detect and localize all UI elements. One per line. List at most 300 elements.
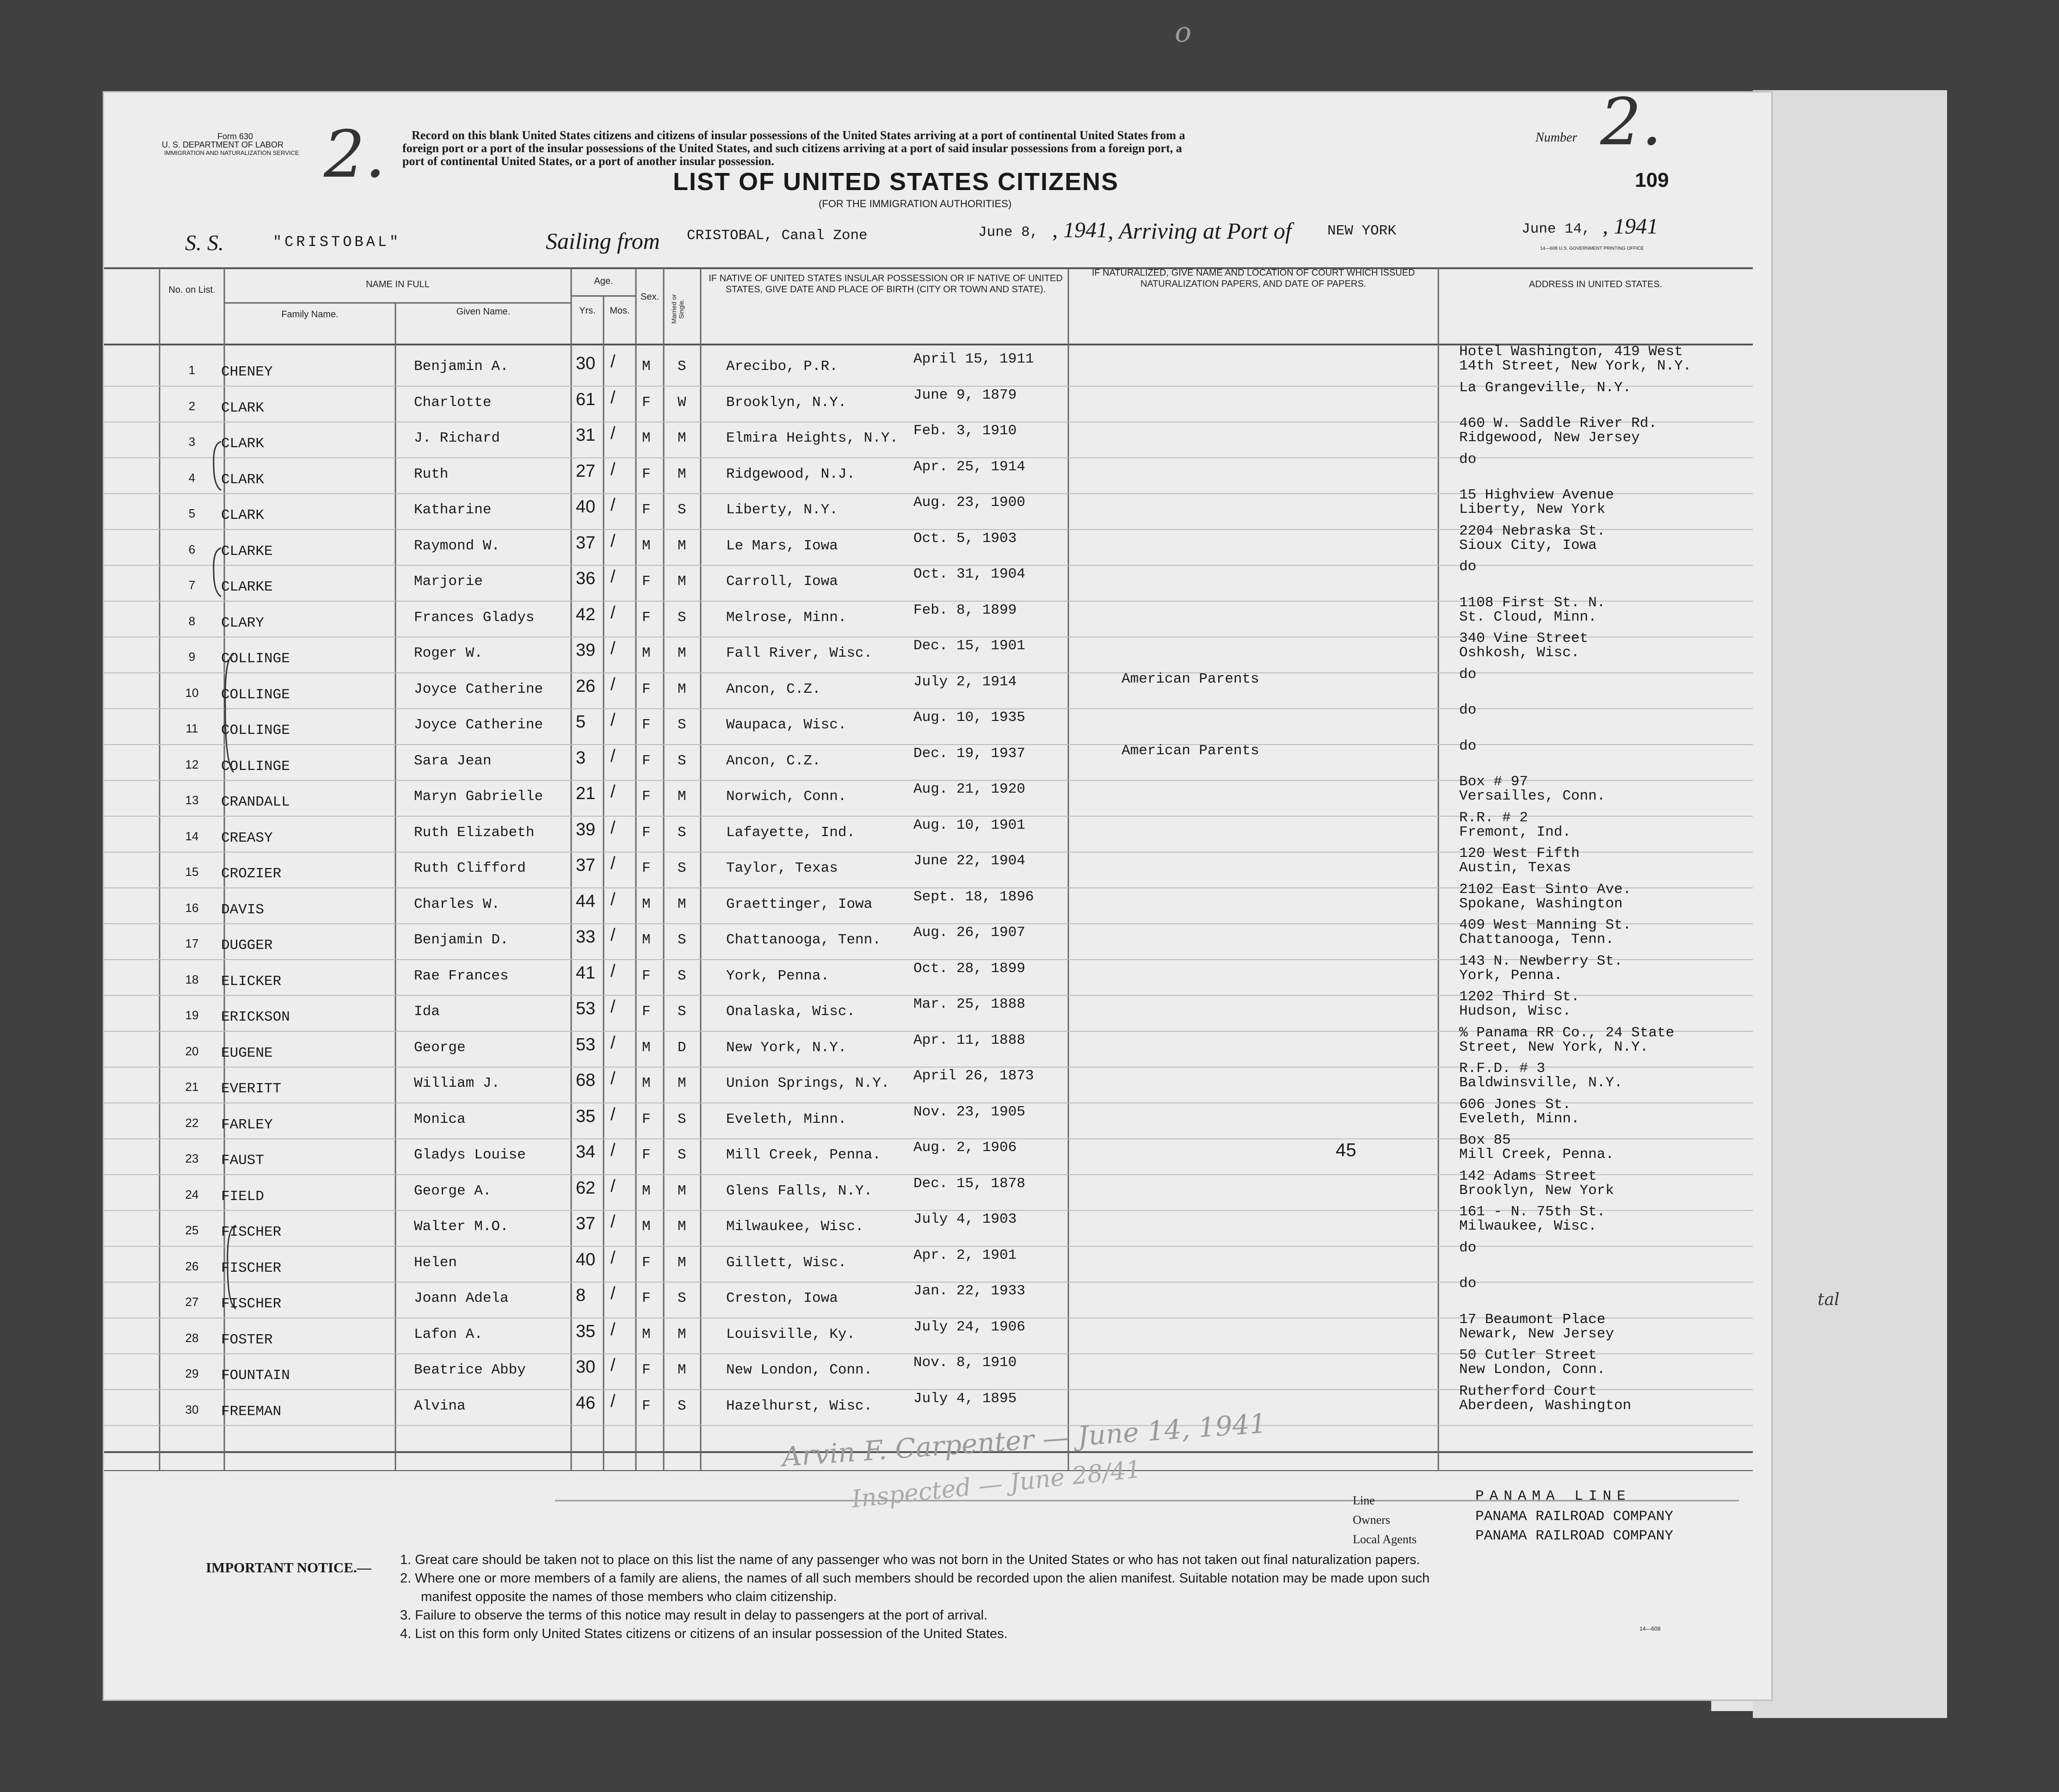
- cell-date: July 4, 1895: [913, 1390, 1017, 1407]
- cell-age: 8: [576, 1286, 586, 1305]
- cell-sex: F: [642, 752, 651, 769]
- cell-given: Roger W.: [414, 645, 483, 661]
- cell-mos: /: [610, 1176, 616, 1196]
- cell-ms: S: [678, 932, 686, 948]
- cell-given: Raymond W.: [414, 537, 500, 554]
- cell-place: Arecibo, P.R.: [726, 358, 838, 375]
- cell-no: 9: [188, 650, 196, 664]
- arriving-label: , Arriving at Port of: [1108, 218, 1292, 244]
- cell-given: Frances Gladys: [414, 609, 535, 626]
- cell-addr: do: [1459, 451, 1477, 468]
- cell-given: Katharine: [414, 502, 492, 518]
- notice-item-2b: manifest opposite the names of those members who claim citizenship.: [421, 1589, 837, 1604]
- cell-addr: 1202 Third St. Hudson, Wisc.: [1459, 989, 1580, 1019]
- cell-sex: M: [642, 896, 651, 912]
- cell-sex: M: [642, 537, 651, 554]
- cell-date: Aug. 10, 1901: [913, 817, 1025, 833]
- cell-place: Gillett, Wisc.: [726, 1254, 847, 1271]
- cell-date: Apr. 11, 1888: [913, 1032, 1025, 1048]
- cell-place: Onalaska, Wisc.: [726, 1004, 856, 1020]
- line-label: Line: [1353, 1494, 1375, 1507]
- back-sheet-edge: [1753, 90, 1947, 1718]
- cell-date: Oct. 28, 1899: [913, 960, 1025, 977]
- cell-date: Sept. 18, 1896: [913, 888, 1034, 905]
- cell-sex: M: [642, 1219, 651, 1235]
- cell-given: Rae Frances: [414, 967, 509, 984]
- cell-mos: /: [610, 1248, 616, 1268]
- cell-given: Sara Jean: [414, 752, 492, 769]
- cell-given: Ruth Elizabeth: [414, 824, 535, 841]
- cell-addr: 2204 Nebraska St. Sioux City, Iowa: [1459, 523, 1606, 554]
- cell-no: 18: [185, 972, 199, 986]
- cell-age: 62: [576, 1178, 596, 1198]
- cell-addr: 460 W. Saddle River Rd. Ridgewood, New Jersey: [1459, 415, 1657, 446]
- cell-no: 30: [185, 1402, 199, 1416]
- cell-sex: F: [642, 573, 651, 590]
- cell-no: 4: [188, 470, 196, 485]
- cell-no: 27: [185, 1295, 199, 1309]
- cell-addr: 143 N. Newberry St. York, Penna.: [1459, 953, 1623, 984]
- cell-given: Charlotte: [414, 394, 492, 411]
- cell-mos: /: [610, 1212, 616, 1232]
- notice-heading: IMPORTANT NOTICE.—: [206, 1559, 371, 1576]
- cell-place: Liberty, N.Y.: [726, 502, 838, 518]
- cell-family: FISCHER: [221, 1260, 282, 1276]
- cell-ms: M: [678, 788, 686, 805]
- cell-no: 17: [185, 936, 199, 950]
- cell-mos: /: [610, 961, 616, 981]
- cell-addr: 15 Highview Avenue Liberty, New York: [1459, 487, 1614, 517]
- cell-addr: Box # 97 Versailles, Conn.: [1459, 774, 1606, 804]
- cell-place: Louisville, Ky.: [726, 1326, 856, 1342]
- cell-given: Ida: [414, 1004, 440, 1020]
- cell-family: FISCHER: [221, 1296, 282, 1312]
- sailing-date: June 8,: [978, 224, 1039, 240]
- cell-age: 39: [576, 640, 596, 660]
- cell-age: 36: [576, 569, 596, 588]
- cell-ms: S: [678, 1290, 686, 1306]
- col-mos: Mos.: [610, 306, 630, 316]
- cell-no: 5: [188, 506, 196, 520]
- cell-mos: /: [610, 603, 616, 622]
- cell-addr: 409 West Manning St. Chattanooga, Tenn.: [1459, 917, 1632, 948]
- cell-date: Aug. 2, 1906: [913, 1139, 1017, 1156]
- cell-mos: /: [610, 1319, 616, 1339]
- cell-ms: S: [678, 717, 686, 733]
- cell-mos: /: [610, 531, 616, 551]
- number-value: 2.: [1600, 85, 1662, 160]
- col-sex: Sex.: [640, 292, 660, 302]
- cell-place: Glens Falls, N.Y.: [726, 1182, 873, 1199]
- intro-line-1: Record on this blank United States citizens and citizens of insular possessions of the United States arriving at a port of continental United States from a: [412, 129, 1185, 142]
- cell-family: CROZIER: [221, 866, 282, 882]
- cell-sex: M: [642, 1075, 651, 1091]
- cell-family: CLARK: [221, 471, 265, 488]
- department-label: U. S. DEPARTMENT OF LABOR: [162, 140, 284, 149]
- cell-date: April 15, 1911: [913, 351, 1034, 367]
- cell-no: 3: [188, 435, 196, 449]
- cell-date: Nov. 8, 1910: [913, 1355, 1017, 1371]
- cell-addr: La Grangeville, N.Y.: [1459, 379, 1632, 396]
- cell-age: 37: [576, 1214, 596, 1233]
- top-pencil-mark: o: [1175, 16, 1192, 49]
- cell-mos: /: [610, 388, 616, 407]
- cell-no: 14: [185, 829, 199, 843]
- cell-no: 20: [185, 1044, 199, 1058]
- cell-mos: /: [610, 1355, 616, 1375]
- cell-place: Ridgewood, N.J.: [726, 466, 856, 482]
- col-naturalized: IF NATURALIZED, GIVE NAME AND LOCATION OF COURT WHICH ISSUED NATURALIZATION PAPERS, AND DATE OF PAPERS.: [1091, 268, 1415, 289]
- notice-item-2a: 2. Where one or more members of a family are aliens, the names of all such members should be recorded upon the alien manifest. Suitable notation may be made upon such: [400, 1571, 1430, 1586]
- cell-ms: M: [678, 430, 686, 446]
- cell-family: ERICKSON: [221, 1009, 290, 1025]
- cell-ms: S: [678, 358, 686, 375]
- cell-family: EVERITT: [221, 1081, 282, 1097]
- cell-sex: F: [642, 1362, 651, 1378]
- cell-no: 16: [185, 900, 199, 915]
- cell-ms: S: [678, 752, 686, 769]
- cell-addr: do: [1459, 559, 1477, 575]
- cell-no: 23: [185, 1152, 199, 1165]
- ss-label: S. S.: [185, 231, 224, 255]
- cell-sex: F: [642, 1004, 651, 1020]
- cell-given: Maryn Gabrielle: [414, 788, 543, 805]
- col-name-in-full: NAME IN FULL: [366, 279, 430, 289]
- cell-sex: M: [642, 1326, 651, 1342]
- notice-item-4: 4. List on this form only United States citizens or citizens of an insular possession of the United States.: [400, 1626, 1008, 1641]
- cell-given: Beatrice Abby: [414, 1362, 526, 1378]
- cell-no: 11: [185, 721, 198, 735]
- col-married-single: Married or Single.: [670, 294, 685, 324]
- cell-mos: /: [610, 567, 616, 586]
- cell-mos: /: [610, 925, 616, 945]
- cell-ms: M: [678, 466, 686, 482]
- cell-addr: do: [1459, 738, 1477, 754]
- cell-no: 26: [185, 1259, 199, 1273]
- cell-addr: 17 Beaumont Place Newark, New Jersey: [1459, 1311, 1614, 1342]
- cell-age: 41: [576, 963, 596, 983]
- cell-ms: S: [678, 967, 686, 984]
- cell-date: July 2, 1914: [913, 673, 1017, 690]
- cell-sex: F: [642, 824, 651, 841]
- cell-addr: Rutherford Court Aberdeen, Washington: [1459, 1383, 1632, 1414]
- cell-mos: /: [610, 710, 616, 730]
- cell-given: Monica: [414, 1111, 466, 1127]
- cell-no: 2: [188, 399, 196, 413]
- pencil-note: Inspected — June 28/41: [850, 1455, 1143, 1514]
- cell-place: Graettinger, Iowa: [726, 896, 873, 912]
- page-title: LIST OF UNITED STATES CITIZENS: [673, 168, 1119, 196]
- arriving-year: , 1941: [1603, 214, 1658, 239]
- cell-ms: S: [678, 1147, 686, 1163]
- cell-date: Feb. 8, 1899: [913, 602, 1017, 618]
- cell-sex: F: [642, 466, 651, 482]
- cell-date: June 22, 1904: [913, 853, 1025, 869]
- cell-no: 29: [185, 1367, 199, 1380]
- cell-family: CLARY: [221, 615, 265, 631]
- cell-given: William J.: [414, 1075, 500, 1091]
- cell-no: 24: [185, 1187, 199, 1201]
- cell-addr: 120 West Fifth Austin, Texas: [1459, 845, 1580, 876]
- service-label: IMMIGRATION AND NATURALIZATION SERVICE: [164, 149, 299, 156]
- cell-family: EUGENE: [221, 1045, 273, 1061]
- cell-date: Apr. 25, 1914: [913, 458, 1025, 475]
- arriving-date: June 14,: [1522, 221, 1590, 237]
- cell-sex: M: [642, 1182, 651, 1199]
- owners-label: Owners: [1353, 1513, 1390, 1527]
- cell-given: Joyce Catherine: [414, 717, 543, 733]
- col-yrs: Yrs.: [579, 306, 596, 316]
- line-value: PANAMA LINE: [1475, 1488, 1631, 1504]
- cell-age: 21: [576, 784, 596, 803]
- cell-age: 37: [576, 856, 596, 875]
- cell-sex: M: [642, 430, 651, 446]
- cell-date: June 9, 1879: [913, 387, 1017, 403]
- cell-mos: /: [610, 424, 616, 443]
- cell-date: Oct. 5, 1903: [913, 530, 1017, 547]
- cell-place: Brooklyn, N.Y.: [726, 394, 847, 411]
- cell-family: FOSTER: [221, 1331, 273, 1348]
- col-family-name: Family Name.: [281, 309, 339, 320]
- cell-age: 26: [576, 676, 596, 696]
- cell-age: 53: [576, 1035, 596, 1054]
- cell-date: April 26, 1873: [913, 1068, 1034, 1084]
- cell-mos: /: [610, 997, 616, 1016]
- cell-addr: 161 - N. 75th St. Milwaukee, Wisc.: [1459, 1204, 1606, 1234]
- cell-mos: /: [610, 1104, 616, 1124]
- cell-date: Dec. 19, 1937: [913, 745, 1025, 762]
- cell-no: 6: [188, 542, 196, 556]
- cell-nat: American Parents: [1122, 742, 1259, 759]
- cell-sex: F: [642, 788, 651, 805]
- notice-item-1: 1. Great care should be taken not to place on this list the name of any passenger who was not born in the United States or who has not taken out final naturalization papers.: [400, 1552, 1420, 1567]
- col-address: ADDRESS IN UNITED STATES.: [1529, 279, 1663, 289]
- cell-no: 25: [185, 1223, 199, 1237]
- cell-mos: /: [610, 1033, 616, 1053]
- cell-place: Milwaukee, Wisc.: [726, 1219, 864, 1235]
- cell-no: 1: [188, 363, 196, 377]
- form-code: 14—608: [1640, 1626, 1661, 1632]
- cell-addr: 1108 First St. N. St. Cloud, Minn.: [1459, 594, 1606, 625]
- cell-date: Dec. 15, 1901: [913, 638, 1025, 654]
- cell-place: Elmira Heights, N.Y.: [726, 430, 899, 446]
- cell-age: 31: [576, 425, 596, 445]
- cell-age: 40: [576, 497, 596, 517]
- cell-mos: /: [610, 352, 616, 371]
- cell-family: CLARK: [221, 400, 265, 416]
- cell-addr: do: [1459, 1239, 1477, 1256]
- cell-mos: /: [610, 746, 616, 766]
- cell-family: DUGGER: [221, 937, 273, 954]
- cell-given: J. Richard: [414, 430, 500, 446]
- cell-place: Fall River, Wisc.: [726, 645, 873, 661]
- cell-family: COLLINGE: [221, 758, 290, 775]
- cell-ms: S: [678, 1111, 686, 1127]
- cell-mos: /: [610, 1391, 616, 1411]
- cell-given: Joann Adela: [414, 1290, 509, 1306]
- cell-place: Norwich, Conn.: [726, 788, 847, 805]
- cell-given: George A.: [414, 1182, 492, 1199]
- agents-label: Local Agents: [1353, 1533, 1417, 1546]
- cell-place: Le Mars, Iowa: [726, 537, 838, 554]
- cell-age: 53: [576, 999, 596, 1018]
- cell-sex: F: [642, 609, 651, 626]
- cell-sex: F: [642, 1398, 651, 1414]
- cell-place: Ancon, C.Z.: [726, 681, 821, 697]
- cell-date: Aug. 21, 1920: [913, 781, 1025, 797]
- cell-family: FARLEY: [221, 1116, 273, 1133]
- arriving-port: NEW YORK: [1327, 223, 1396, 239]
- cell-age: 35: [576, 1106, 596, 1126]
- cell-place: Chattanooga, Tenn.: [726, 932, 881, 948]
- cell-no: 7: [188, 578, 196, 592]
- cell-date: Aug. 10, 1935: [913, 709, 1025, 726]
- intro-line-3: port of continental United States, or a port of another insular possession.: [402, 154, 774, 168]
- cell-family: CLARK: [221, 507, 265, 523]
- cell-ms: M: [678, 1075, 686, 1091]
- cell-ms: M: [678, 681, 686, 697]
- ship-name: "CRISTOBAL": [273, 234, 401, 251]
- cell-date: Nov. 23, 1905: [913, 1103, 1025, 1120]
- intro-line-2: foreign port or a port of the insular possessions of the United States, and such citizens arriving at a port of said insular possessions from a foreign port, a: [402, 142, 1182, 155]
- cell-sex: F: [642, 967, 651, 984]
- cell-no: 21: [185, 1080, 199, 1094]
- cell-mos: /: [610, 1140, 616, 1160]
- cell-place: Mill Creek, Penna.: [726, 1147, 881, 1163]
- cell-family: COLLINGE: [221, 686, 290, 703]
- print-code: 14—608 U.S. GOVERNMENT PRINTING OFFICE: [1540, 246, 1644, 251]
- cell-sex: M: [642, 1039, 651, 1056]
- number-label: Number: [1535, 130, 1578, 145]
- cell-sex: M: [642, 645, 651, 661]
- cell-addr: 2102 East Sinto Ave. Spokane, Washington: [1459, 881, 1632, 912]
- cell-ms: M: [678, 573, 686, 590]
- col-birthplace: IF NATIVE OF UNITED STATES INSULAR POSSESSION OR IF NATIVE OF UNITED STATES, GIVE DATE AND PLACE OF BIRTH (CITY OR TOWN AND STATE).: [709, 273, 1063, 295]
- cell-mos: /: [610, 782, 616, 801]
- cell-given: Gladys Louise: [414, 1147, 526, 1163]
- cell-age: 30: [576, 354, 596, 373]
- cell-addr: Box 85 Mill Creek, Penna.: [1459, 1132, 1614, 1163]
- cell-place: New York, N.Y.: [726, 1039, 847, 1056]
- cell-ms: S: [678, 860, 686, 876]
- cell-date: Aug. 23, 1900: [913, 494, 1025, 511]
- cell-age: 3: [576, 748, 586, 768]
- cell-given: Benjamin D.: [414, 932, 509, 948]
- cell-mos: /: [610, 854, 616, 873]
- cell-age: 27: [576, 461, 596, 481]
- cell-place: Creston, Iowa: [726, 1290, 838, 1306]
- right-margin-mark: tal: [1818, 1290, 1840, 1309]
- cell-given: Marjorie: [414, 573, 483, 590]
- owners-value: PANAMA RAILROAD COMPANY: [1475, 1509, 1673, 1525]
- cell-addr: 50 Cutler Street New London, Conn.: [1459, 1347, 1606, 1378]
- cell-ms: M: [678, 1254, 686, 1271]
- cell-date: July 4, 1903: [913, 1211, 1017, 1227]
- cell-given: Joyce Catherine: [414, 681, 543, 697]
- cell-ms: M: [678, 537, 686, 554]
- col-no-on-list: No. on List.: [168, 285, 216, 295]
- cell-given: Walter M.O.: [414, 1219, 509, 1235]
- cell-date: July 24, 1906: [913, 1318, 1025, 1335]
- sailing-label: Sailing from: [546, 228, 660, 254]
- left-handwritten-mark: 2.: [324, 117, 386, 192]
- cell-family: CRANDALL: [221, 794, 290, 810]
- cell-no: 28: [185, 1330, 199, 1345]
- cell-age: 5: [576, 712, 586, 732]
- cell-age: 33: [576, 927, 596, 947]
- cell-given: Helen: [414, 1254, 457, 1271]
- inspector-signature: Arvin F. Carpenter — June 14, 1941: [781, 1407, 1268, 1473]
- cell-given: George: [414, 1039, 466, 1056]
- cell-family: CREASY: [221, 830, 273, 846]
- cell-sex: F: [642, 502, 651, 518]
- cell-given: Benjamin A.: [414, 358, 509, 375]
- cell-family: CHENEY: [221, 364, 273, 380]
- cell-no: 10: [185, 685, 199, 700]
- cell-mos: /: [610, 889, 616, 909]
- cell-ms: M: [678, 645, 686, 661]
- cell-addr: Hotel Washington, 419 West 14th Street, New York, N.Y.: [1459, 344, 1692, 374]
- cell-given: Ruth: [414, 466, 449, 482]
- cell-place: York, Penna.: [726, 967, 830, 984]
- cell-age: 42: [576, 604, 596, 624]
- cell-addr: R.F.D. # 3 Baldwinsville, N.Y.: [1459, 1060, 1623, 1091]
- cell-ms: M: [678, 1326, 686, 1342]
- cell-family: ELICKER: [221, 973, 282, 990]
- cell-date: Oct. 31, 1904: [913, 566, 1025, 582]
- cell-sex: F: [642, 681, 651, 697]
- cell-age: 46: [576, 1393, 596, 1413]
- cell-date: Apr. 2, 1901: [913, 1247, 1017, 1263]
- cell-place: Waupaca, Wisc.: [726, 717, 847, 733]
- cell-date: Aug. 26, 1907: [913, 924, 1025, 941]
- col-age: Age.: [594, 276, 613, 286]
- cell-given: Ruth Clifford: [414, 860, 526, 876]
- cell-no: 15: [185, 865, 199, 879]
- cell-family: COLLINGE: [221, 722, 290, 739]
- cell-nat: American Parents: [1122, 671, 1259, 687]
- cell-sex: F: [642, 1254, 651, 1271]
- cell-no: 19: [185, 1008, 199, 1022]
- cell-sex: F: [642, 394, 651, 411]
- cell-sex: F: [642, 717, 651, 733]
- cell-sex: F: [642, 1111, 651, 1127]
- col-given-name: Given Name.: [456, 307, 511, 317]
- cell-family: FIELD: [221, 1188, 265, 1205]
- cell-family: CLARK: [221, 436, 265, 452]
- cell-addr: do: [1459, 702, 1477, 718]
- cell-age: 40: [576, 1250, 596, 1269]
- cell-addr: do: [1459, 666, 1477, 683]
- cell-mos: /: [610, 674, 616, 694]
- page-subtitle: (FOR THE IMMIGRATION AUTHORITIES): [819, 198, 1012, 209]
- cell-place: Union Springs, N.Y.: [726, 1075, 890, 1091]
- cell-place: Carroll, Iowa: [726, 573, 838, 590]
- cell-mos: /: [610, 495, 616, 515]
- cell-place: New London, Conn.: [726, 1362, 873, 1378]
- cell-date: Dec. 15, 1878: [913, 1175, 1025, 1192]
- cell-mos: /: [610, 1284, 616, 1303]
- cell-no: 8: [188, 614, 196, 628]
- cell-family: DAVIS: [221, 901, 265, 918]
- cell-place: Eveleth, Minn.: [726, 1111, 847, 1127]
- cell-mos: /: [610, 639, 616, 658]
- cell-ms: S: [678, 1398, 686, 1414]
- cell-sex: F: [642, 1147, 651, 1163]
- agents-value: PANAMA RAILROAD COMPANY: [1475, 1528, 1673, 1544]
- cell-given: Alvina: [414, 1398, 466, 1414]
- cell-sex: F: [642, 860, 651, 876]
